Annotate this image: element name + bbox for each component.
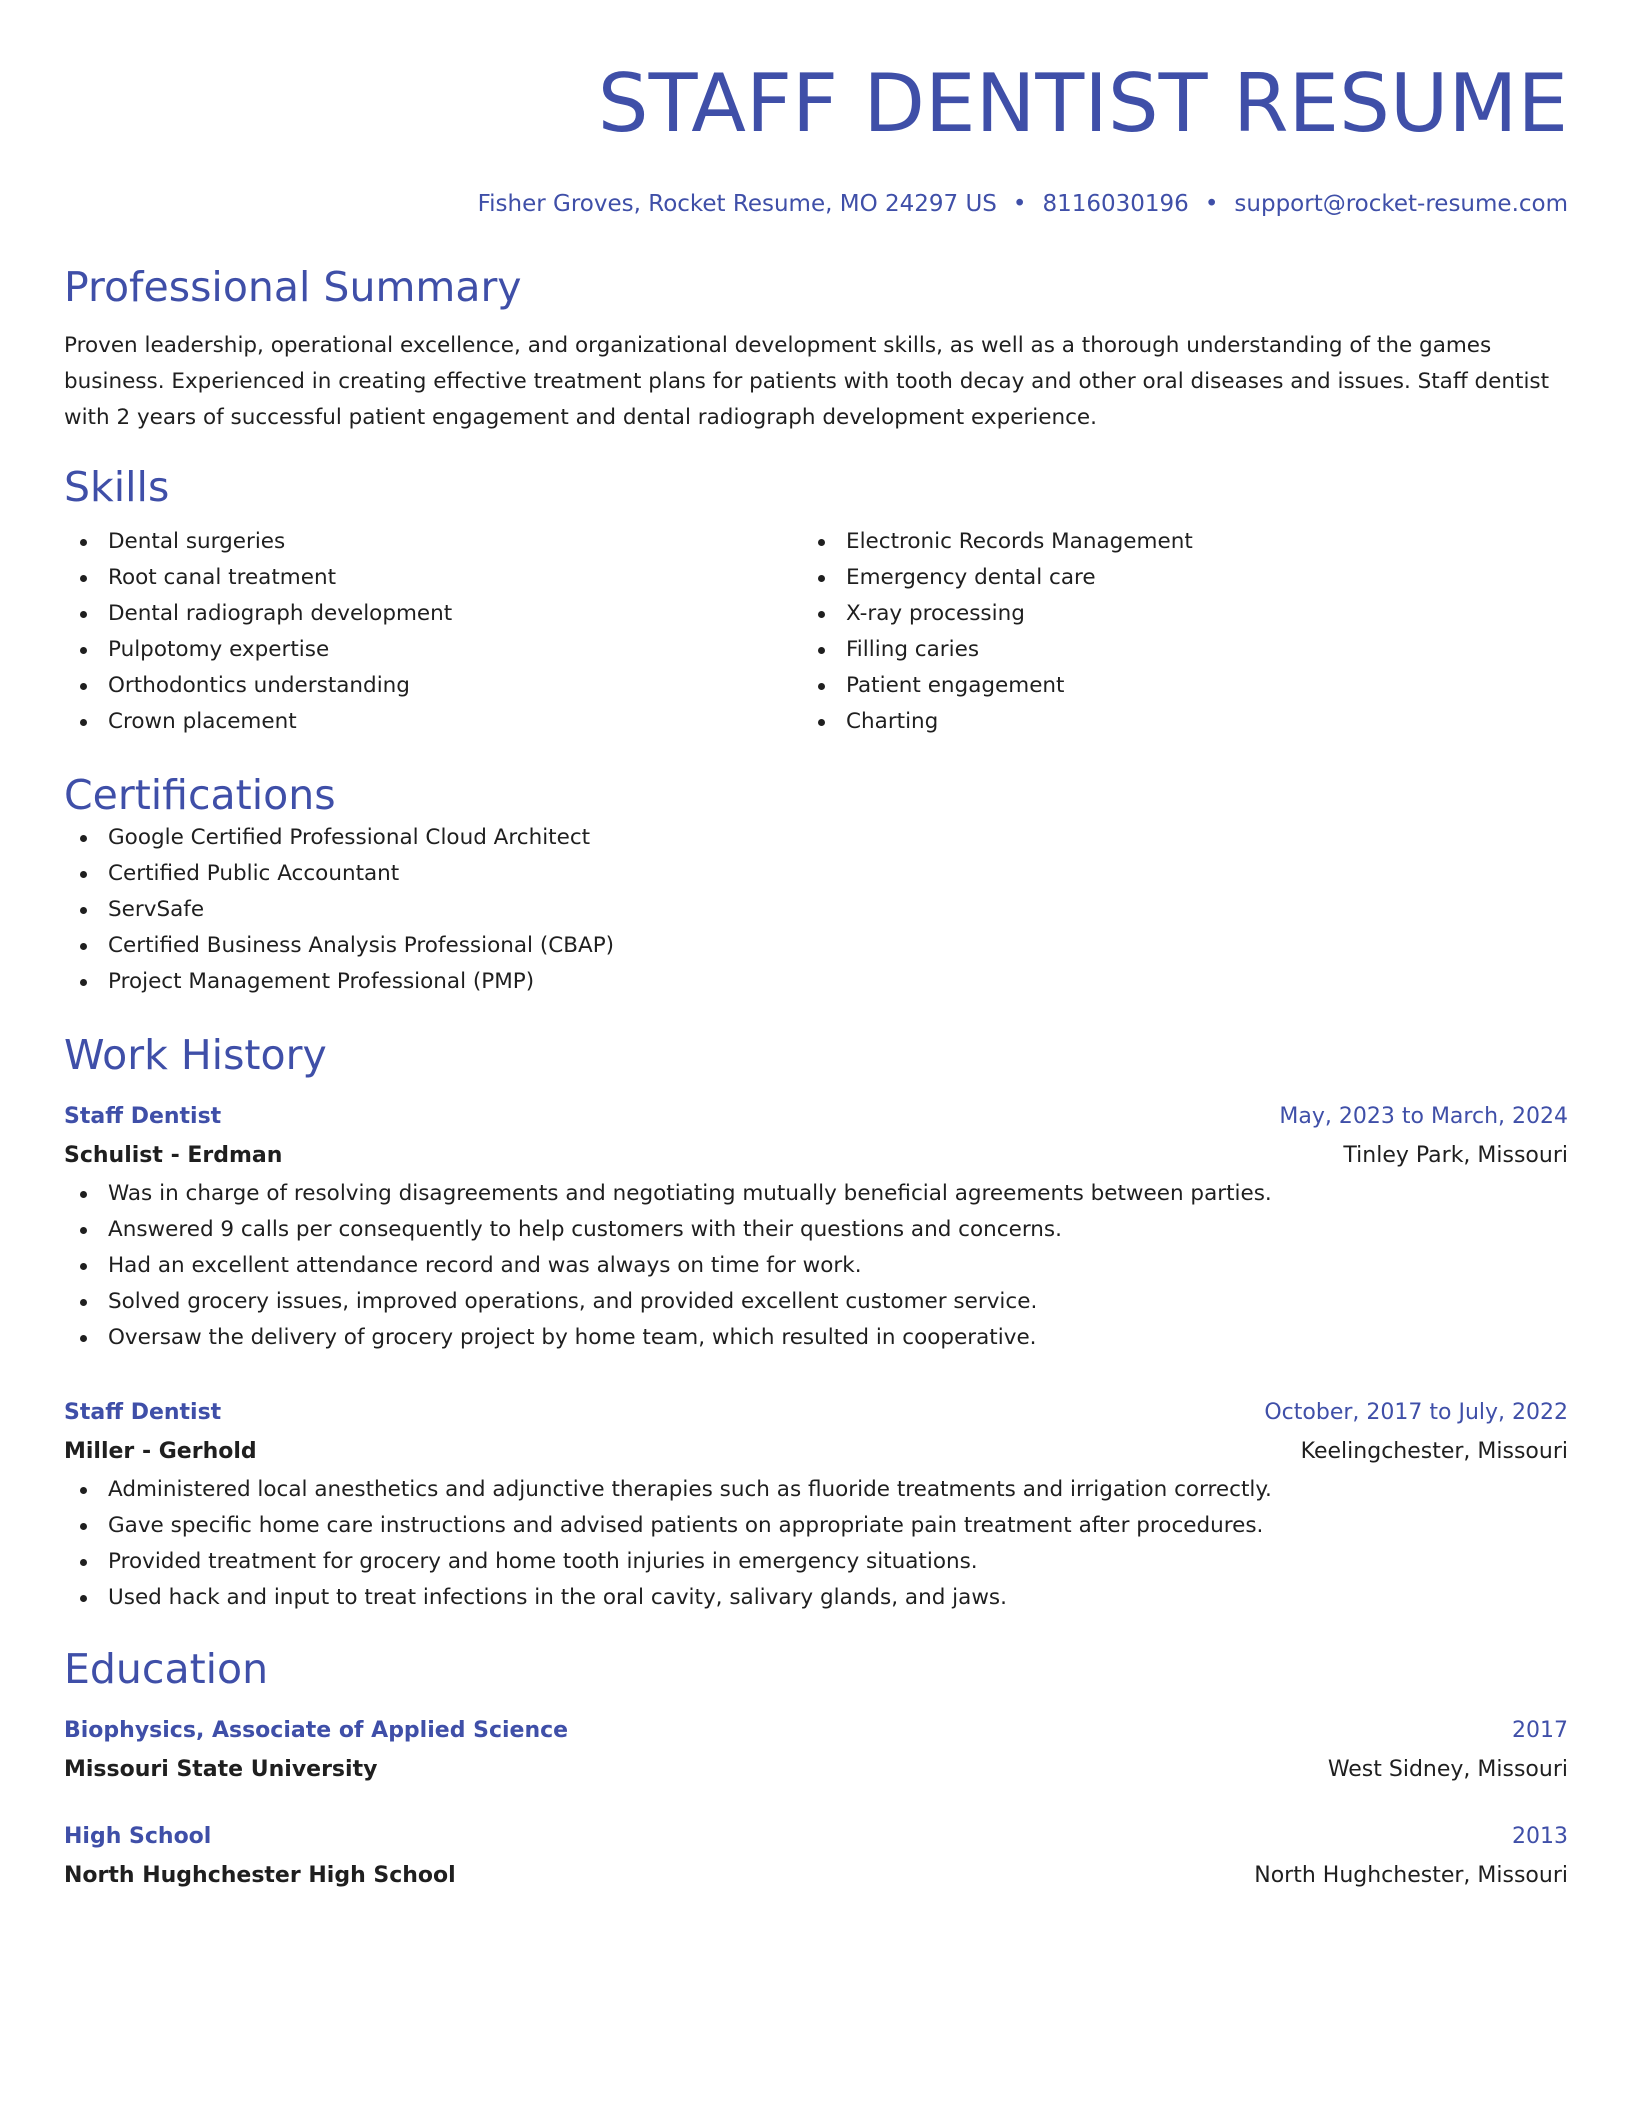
education-location: North Hughchester, Missouri — [1254, 1863, 1568, 1888]
skill-item: Crown placement — [64, 704, 802, 740]
summary-text: Proven leadership, operational excellence, and organizational development skills, as well as a thorough understanding of the games business. Experienced in creating effective treatment plans for patients with tooth decay and other oral diseases and issues. Staff dentist with 2 years of successful patient engagement and dental radiograph development experience. — [64, 333, 1550, 430]
skills-list-left — [64, 524, 802, 740]
education-school-row — [64, 1856, 1568, 1896]
education-heading: Education — [64, 1645, 269, 1693]
skill-item: Dental radiograph development — [64, 596, 802, 632]
contact-email: support@rocket-resume.com — [1234, 191, 1568, 217]
contact-address: Fisher Groves, Rocket Resume, MO 24297 US — [477, 191, 997, 217]
job-location: Tinley Park, Missouri — [1343, 1143, 1568, 1168]
skill-item: Dental surgeries — [64, 524, 802, 560]
contact-separator: • — [1204, 191, 1219, 217]
skill-item: Root canal treatment — [64, 560, 802, 596]
education-year: 2017 — [1512, 1718, 1568, 1743]
certification-item: Certified Public Accountant — [64, 856, 1568, 892]
resume-title: STAFF DENTIST RESUME — [597, 57, 1568, 150]
contact-separator: • — [1012, 191, 1027, 217]
certification-item: Certified Business Analysis Professional (CBAP) — [64, 928, 1568, 964]
skill-item: Pulpotomy expertise — [64, 632, 802, 668]
education-school: Missouri State University — [64, 1757, 378, 1782]
job-dates: October, 2017 to July, 2022 — [1264, 1400, 1568, 1425]
skill-item: X-ray processing — [802, 596, 1540, 632]
job-role: Staff Dentist — [64, 1104, 222, 1129]
job-duty-item: Administered local anesthetics and adjunctive therapies such as fluoride treatments and irrigation correctly. — [64, 1472, 1568, 1508]
certification-item: Project Management Professional (PMP) — [64, 964, 1568, 1000]
contact-phone: 8116030196 — [1042, 191, 1189, 217]
education-school: North Hughchester High School — [64, 1863, 456, 1888]
job-duty-item: Gave specific home care instructions and advised patients on appropriate pain treatment after procedures. — [64, 1508, 1568, 1544]
education-location: West Sidney, Missouri — [1327, 1757, 1568, 1782]
certification-item: Google Certified Professional Cloud Architect — [64, 820, 1568, 856]
job-entry — [64, 1394, 1568, 1616]
skills-heading: Skills — [64, 463, 170, 511]
skill-item: Emergency dental care — [802, 560, 1540, 596]
job-duty-item: Solved grocery issues, improved operations, and provided excellent customer service. — [64, 1284, 1568, 1320]
skill-item: Electronic Records Management — [802, 524, 1540, 560]
summary-heading: Professional Summary — [64, 263, 522, 311]
job-duties-list — [64, 1176, 1568, 1356]
certification-item: ServSafe — [64, 892, 1568, 928]
job-duty-item: Had an excellent attendance record and was always on time for work. — [64, 1248, 1568, 1284]
skills-grid — [64, 524, 1568, 740]
job-dates: May, 2023 to March, 2024 — [1279, 1104, 1568, 1129]
skill-item: Filling caries — [802, 632, 1540, 668]
job-duty-item: Answered 9 calls per consequently to help customers with their questions and concerns. — [64, 1212, 1568, 1248]
skill-item: Patient engagement — [802, 668, 1540, 704]
job-header-row — [64, 1394, 1568, 1432]
certifications-heading: Certifications — [64, 771, 336, 819]
education-school-row — [64, 1750, 1568, 1790]
skills-column-right — [802, 524, 1540, 740]
job-location: Keelingchester, Missouri — [1300, 1439, 1568, 1464]
job-company-row — [64, 1136, 1568, 1176]
education-degree: High School — [64, 1824, 212, 1849]
skill-item: Charting — [802, 704, 1540, 740]
job-company-row — [64, 1432, 1568, 1472]
job-company: Schulist - Erdman — [64, 1143, 283, 1168]
education-year: 2013 — [1512, 1824, 1568, 1849]
job-duty-item: Used hack and input to treat infections in the oral cavity, salivary glands, and jaws. — [64, 1580, 1568, 1616]
education-entry — [64, 1818, 1568, 1896]
work-history-heading: Work History — [64, 1031, 327, 1079]
job-duty-item: Oversaw the delivery of grocery project by home team, which resulted in cooperative. — [64, 1320, 1568, 1356]
education-header-row — [64, 1712, 1568, 1750]
education-entry — [64, 1712, 1568, 1790]
education-degree: Biophysics, Associate of Applied Science — [64, 1718, 569, 1743]
skill-item: Orthodontics understanding — [64, 668, 802, 704]
job-duty-item: Provided treatment for grocery and home tooth injuries in emergency situations. — [64, 1544, 1568, 1580]
job-duty-item: Was in charge of resolving disagreements and negotiating mutually beneficial agreements between parties. — [64, 1176, 1568, 1212]
job-entry — [64, 1098, 1568, 1356]
certifications-list — [64, 820, 1568, 1000]
job-header-row — [64, 1098, 1568, 1136]
skills-column-left — [64, 524, 802, 740]
job-company: Miller - Gerhold — [64, 1439, 257, 1464]
skills-list-right — [802, 524, 1540, 740]
job-duties-list — [64, 1472, 1568, 1616]
contact-line — [64, 188, 1568, 220]
job-role: Staff Dentist — [64, 1400, 222, 1425]
education-header-row — [64, 1818, 1568, 1856]
